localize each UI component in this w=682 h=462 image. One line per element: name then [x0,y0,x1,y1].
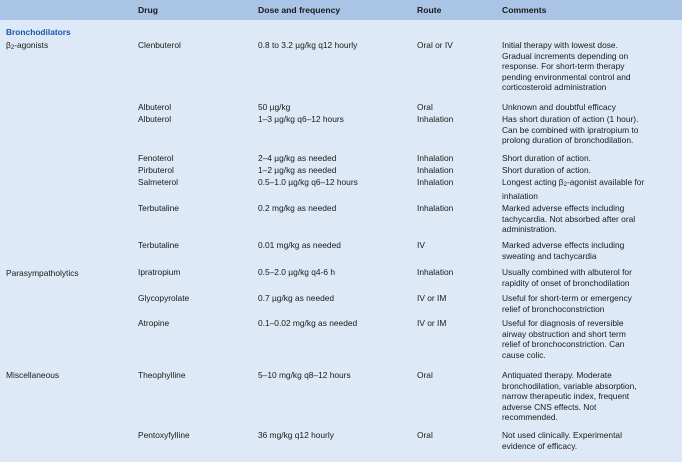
comment-line: prolong duration of bronchodilation. [502,135,634,146]
cell-dose: 5–10 mg/kg q8–12 hours [258,370,351,380]
header-route: Route [417,5,442,15]
cell-route: Inhalation [417,177,454,187]
header-comments: Comments [502,5,547,15]
comment-suffix: -agonist available for [566,177,645,187]
cell-route: IV or IM [417,293,447,303]
cell-comments [502,430,680,451]
comment-line: airway obstruction and short term [502,328,626,339]
cell-comments [502,293,680,314]
cell-dose: 0.7 µg/kg as needed [258,293,335,303]
comment-line: evidence of efficacy. [502,440,578,451]
cell-drug: Ipratropium [138,267,181,277]
comment-line: relief of bronchoconstriction. Can [502,339,625,350]
cell-dose: 0.5–2.0 µg/kg q4-6 h [258,267,335,277]
cell-comments [502,165,680,176]
comment-line: relief of bronchoconstriction [502,303,605,314]
comment-line: Short duration of action. [502,165,591,175]
comment-line: Gradual increments depending on [502,50,629,61]
cell-dose: 1–3 µg/kg q6–12 hours [258,114,344,124]
cell-route: Inhalation [417,203,454,213]
comment-line: Unknown and doubtful efficacy [502,102,616,112]
comment-line: tachycardia. Not absorbed after oral [502,213,636,224]
comment-line: Useful for diagnosis of reversible [502,318,624,328]
comment-line: narrow therapeutic index, frequent [502,391,630,402]
comment-line: corticosteroid administration [502,82,607,93]
cell-drug: Theophylline [138,370,186,380]
cell-comments [502,318,680,360]
comment-line: response. For short-term therapy [502,61,625,72]
comment-prefix: Longest acting β [502,177,564,187]
comment-line: Short duration of action. [502,153,591,163]
cell-dose: 0.8 to 3.2 µg/kg q12 hourly [258,40,358,50]
cell-comments [502,114,680,146]
cell-route: Inhalation [417,267,454,277]
comment-line: Antiquated therapy. Moderate [502,370,612,380]
comment-line: recommended. [502,412,558,423]
header-drug: Drug [138,5,159,15]
comment-line: Initial therapy with lowest dose. [502,40,618,50]
cell-route: Oral [417,370,433,380]
comment-line: adverse CNS effects. Not [502,401,597,412]
cell-drug: Clenbuterol [138,40,181,50]
comment-line: Marked adverse effects including [502,240,625,250]
comment-sub: 2 [563,182,567,188]
group-beta-sub: 2 [10,45,15,51]
category-label: Bronchodilators [6,27,71,37]
cell-dose: 1–2 µg/kg as needed [258,165,337,175]
cell-route: Oral or IV [417,40,453,50]
comment-line: Not used clinically. Experimental [502,430,622,440]
cell-drug: Pirbuterol [138,165,174,175]
cell-route: IV [417,240,425,250]
header-dose: Dose and frequency [258,5,341,15]
group-beta-suffix: -agonists [14,40,49,50]
cell-comments [502,240,680,261]
comment-line: Marked adverse effects including [502,203,625,213]
cell-drug: Glycopyrolate [138,293,190,303]
group-beta-agonists [6,40,48,54]
comment-line: pending environmental control and [502,71,631,82]
cell-drug: Albuterol [138,114,172,124]
cell-comments [502,267,680,288]
comment-line: Can be combined with ipratropium to [502,124,639,135]
cell-comments [502,370,680,423]
cell-dose: 0.01 mg/kg as needed [258,240,341,250]
cell-drug: Albuterol [138,102,172,112]
cell-comments [502,203,680,235]
cell-drug: Terbutaline [138,203,179,213]
comment-line: cause colic. [502,349,546,360]
cell-route: Inhalation [417,114,454,124]
comment-line: rapidity of onset of bronchodilation [502,277,630,288]
cell-comments [502,177,680,201]
comment-line: sweating and tachycardia [502,250,597,261]
cell-route: Inhalation [417,165,454,175]
comment-line: Usually combined with albuterol for [502,267,632,277]
cell-dose: 0.1–0.02 mg/kg as needed [258,318,358,328]
group-beta-prefix: β [6,40,11,50]
comment-line [502,177,680,191]
cell-dose: 0.5–1.0 µg/kg q6–12 hours [258,177,358,187]
group-parasympatholytics: Parasympatholytics [6,268,79,278]
cell-drug: Terbutaline [138,240,179,250]
cell-drug: Pentoxyfylline [138,430,190,440]
comment-line: Useful for short-term or emergency [502,293,632,303]
cell-drug: Atropine [138,318,170,328]
comment-line: Has short duration of action (1 hour). [502,114,639,124]
cell-dose: 0.2 mg/kg as needed [258,203,337,213]
group-miscellaneous: Miscellaneous [6,370,60,380]
cell-dose: 2–4 µg/kg as needed [258,153,337,163]
cell-dose: 50 µg/kg [258,102,291,112]
cell-comments [502,153,680,164]
comment-line: inhalation [502,190,538,201]
cell-comments [502,40,680,93]
table-header [0,0,682,20]
cell-route: IV or IM [417,318,447,328]
cell-comments [502,102,680,113]
comment-line: bronchodilation, variable absorption, [502,380,637,391]
cell-drug: Fenoterol [138,153,174,163]
cell-route: Oral [417,102,433,112]
comment-line: administration. [502,224,557,235]
cell-route: Oral [417,430,433,440]
cell-drug: Salmeterol [138,177,179,187]
cell-dose: 36 mg/kg q12 hourly [258,430,334,440]
cell-route: Inhalation [417,153,454,163]
